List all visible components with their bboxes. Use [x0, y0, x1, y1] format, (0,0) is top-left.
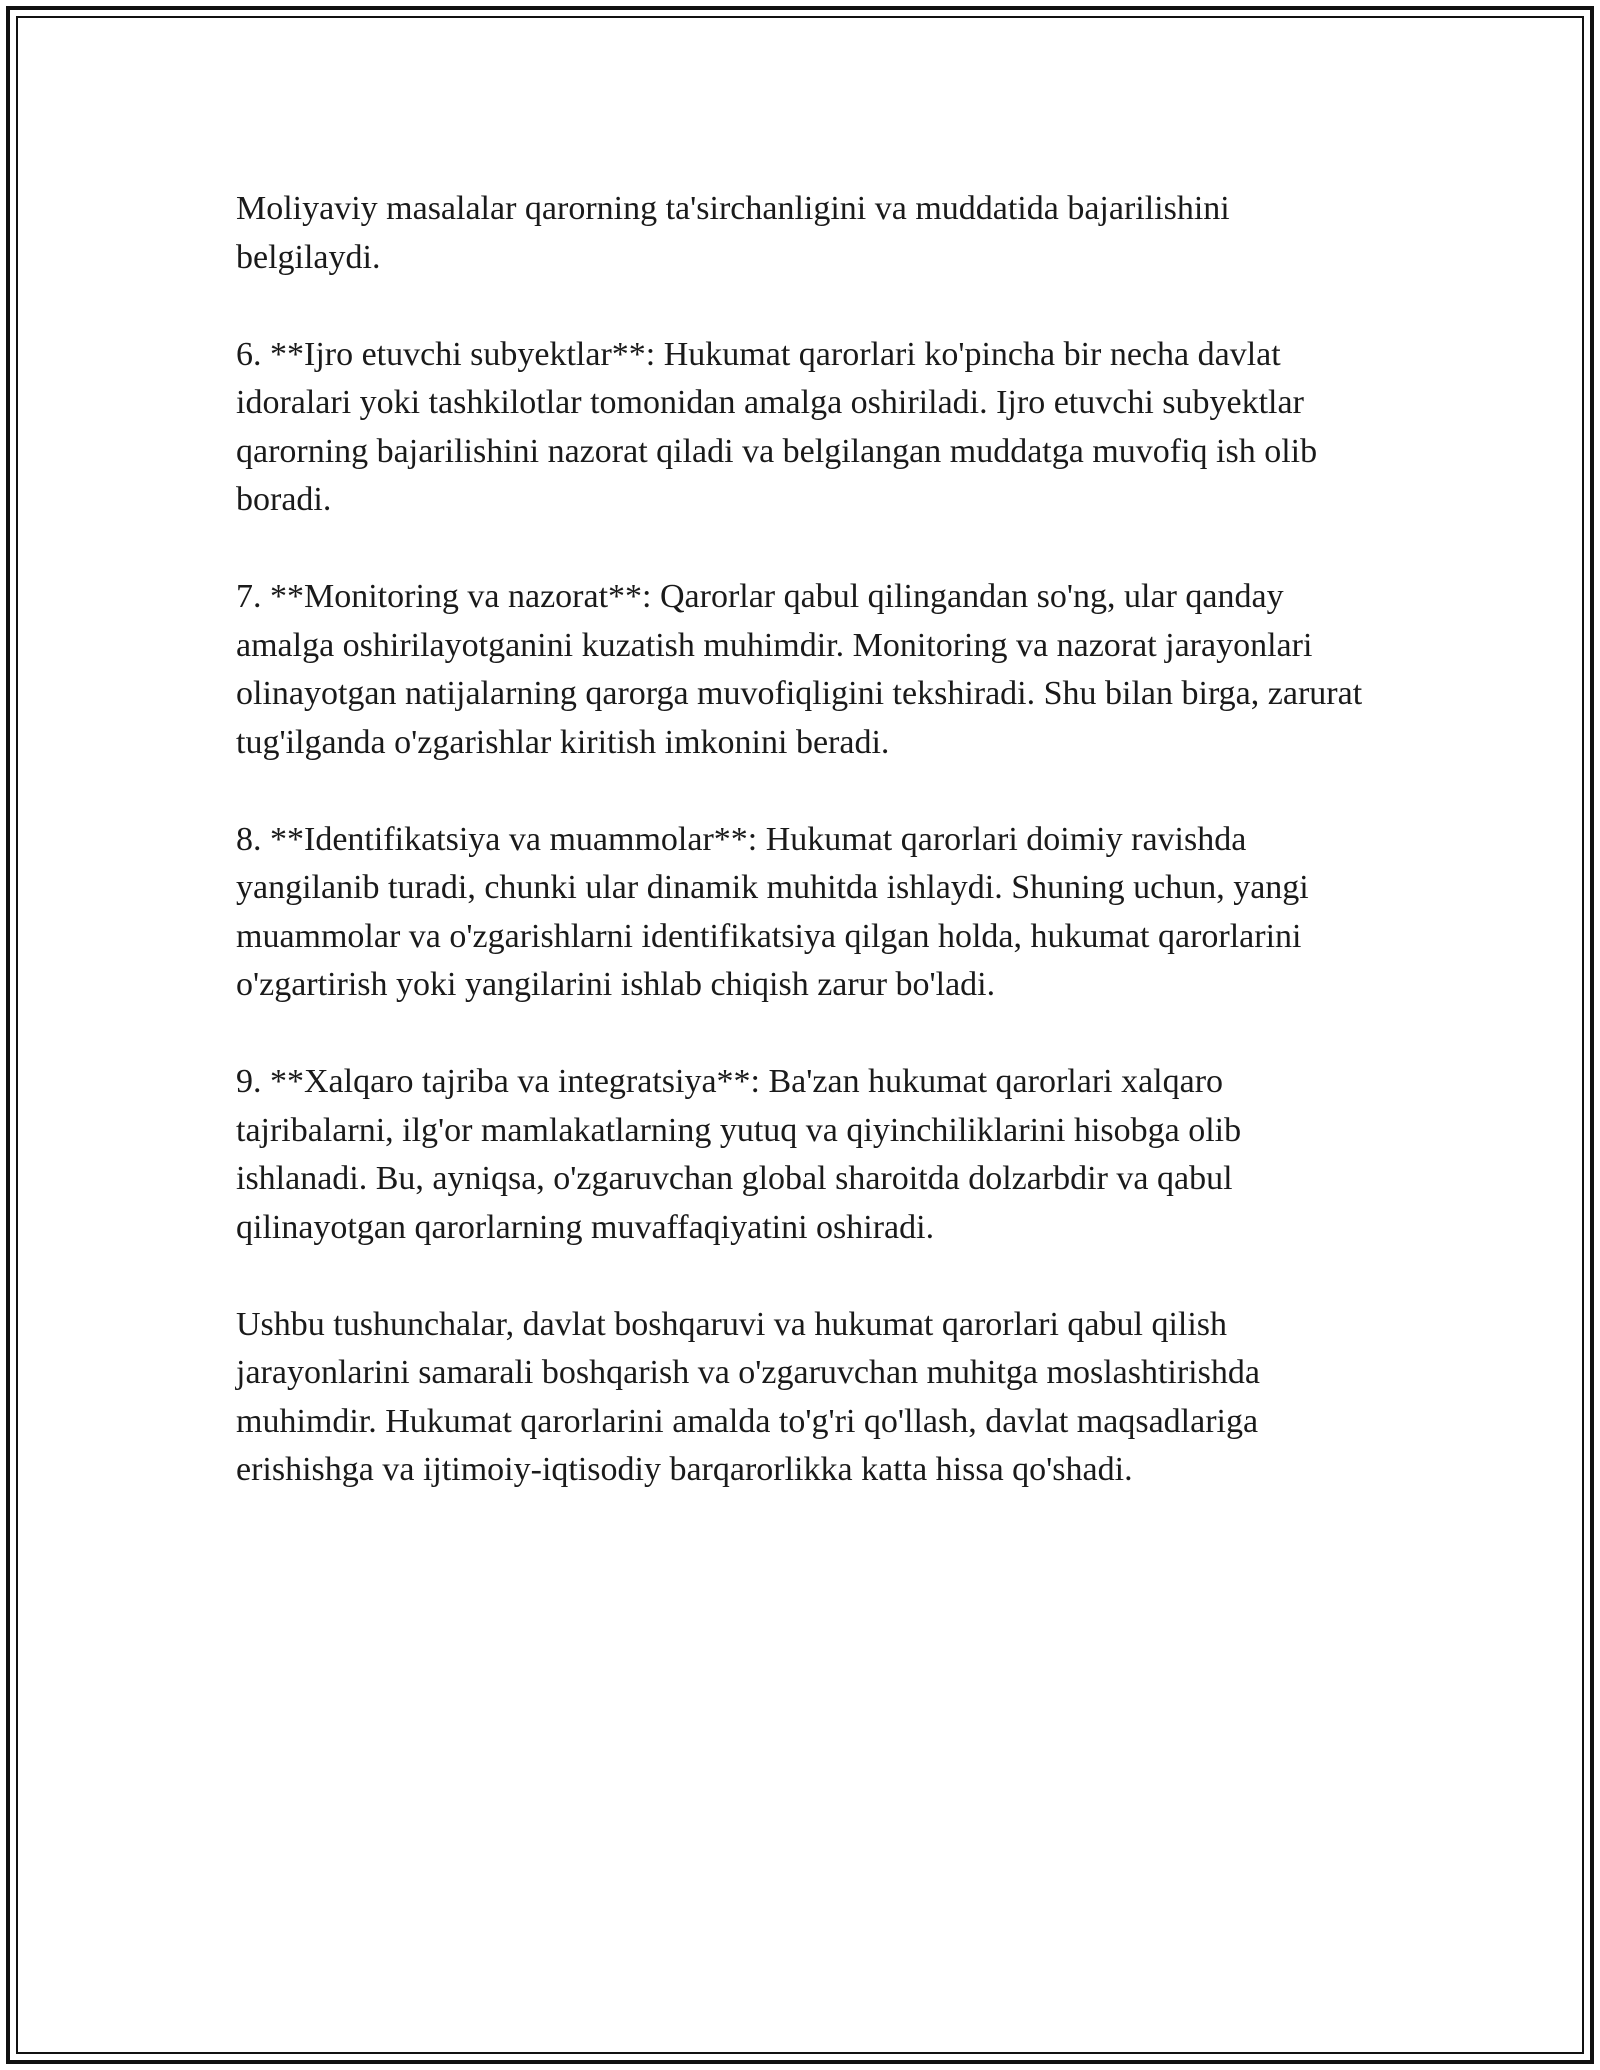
paragraph-identification-problems: 8. **Identifikatsiya va muammolar**: Hukumat qarorlari doimiy ravishda yangilanib turadi, chunki ular dinamik muhitda ishlaydi. Shuning uchun, yangi muammolar va o'zgarishlarni identifikatsiya qilgan holda, hukumat qarorlarini o'zgartirish yoki yangilarini ishlab chiqish zarur bo'ladi. — [236, 820, 1309, 1003]
paragraph-monitoring-control: 7. **Monitoring va nazorat**: Qarorlar qabul qilingandan so'ng, ular qanday amalga oshirilayotganini kuzatish muhimdir. Monitoring va nazorat jarayonlari olinayotgan natijalarning qarorga muvofiqligini tekshiradi. Shu bilan birga, zarurat tug'ilganda o'zgarishlar kiritish imkonini beradi. — [236, 578, 1363, 761]
paragraph-conclusion: Ushbu tushunchalar, davlat boshqaruvi va hukumat qarorlari qabul qilish jarayonlarini samarali boshqarish va o'zgaruvchan muhitga moslashtirishda muhimdir. Hukumat qarorlarini amalda to'g'ri qo'llash, davlat maqsadlariga erishishga va ijtimoiy-iqtisodiy barqarorlikka katta hissa qo'shadi. — [236, 1305, 1260, 1488]
document-body — [236, 185, 1376, 1543]
paragraph-financial-issues: Moliyaviy masalalar qarorning ta'sirchanligini va muddatida bajarilishini belgilaydi. — [236, 190, 1230, 276]
paragraph-international-experience: 9. **Xalqaro tajriba va integratsiya**: Ba'zan hukumat qarorlari xalqaro tajribalarni, ilg'or mamlakatlarning yutuq va qiyinchiliklarini hisobga olib ishlanadi. Bu, ayniqsa, o'zgaruvchan global sharoitda dolzarbdir va qabul qilinayotgan qarorlarning muvaffaqiyatini oshiradi. — [236, 1063, 1242, 1246]
paragraph-executive-subjects: 6. **Ijro etuvchi subyektlar**: Hukumat qarorlari ko'pincha bir necha davlat idoralari yoki tashkilotlar tomonidan amalga oshiriladi. Ijro etuvchi subyektlar qarorning bajarilishini nazorat qiladi va belgilangan muddatga muvofiq ish olib boradi. — [236, 335, 1318, 518]
